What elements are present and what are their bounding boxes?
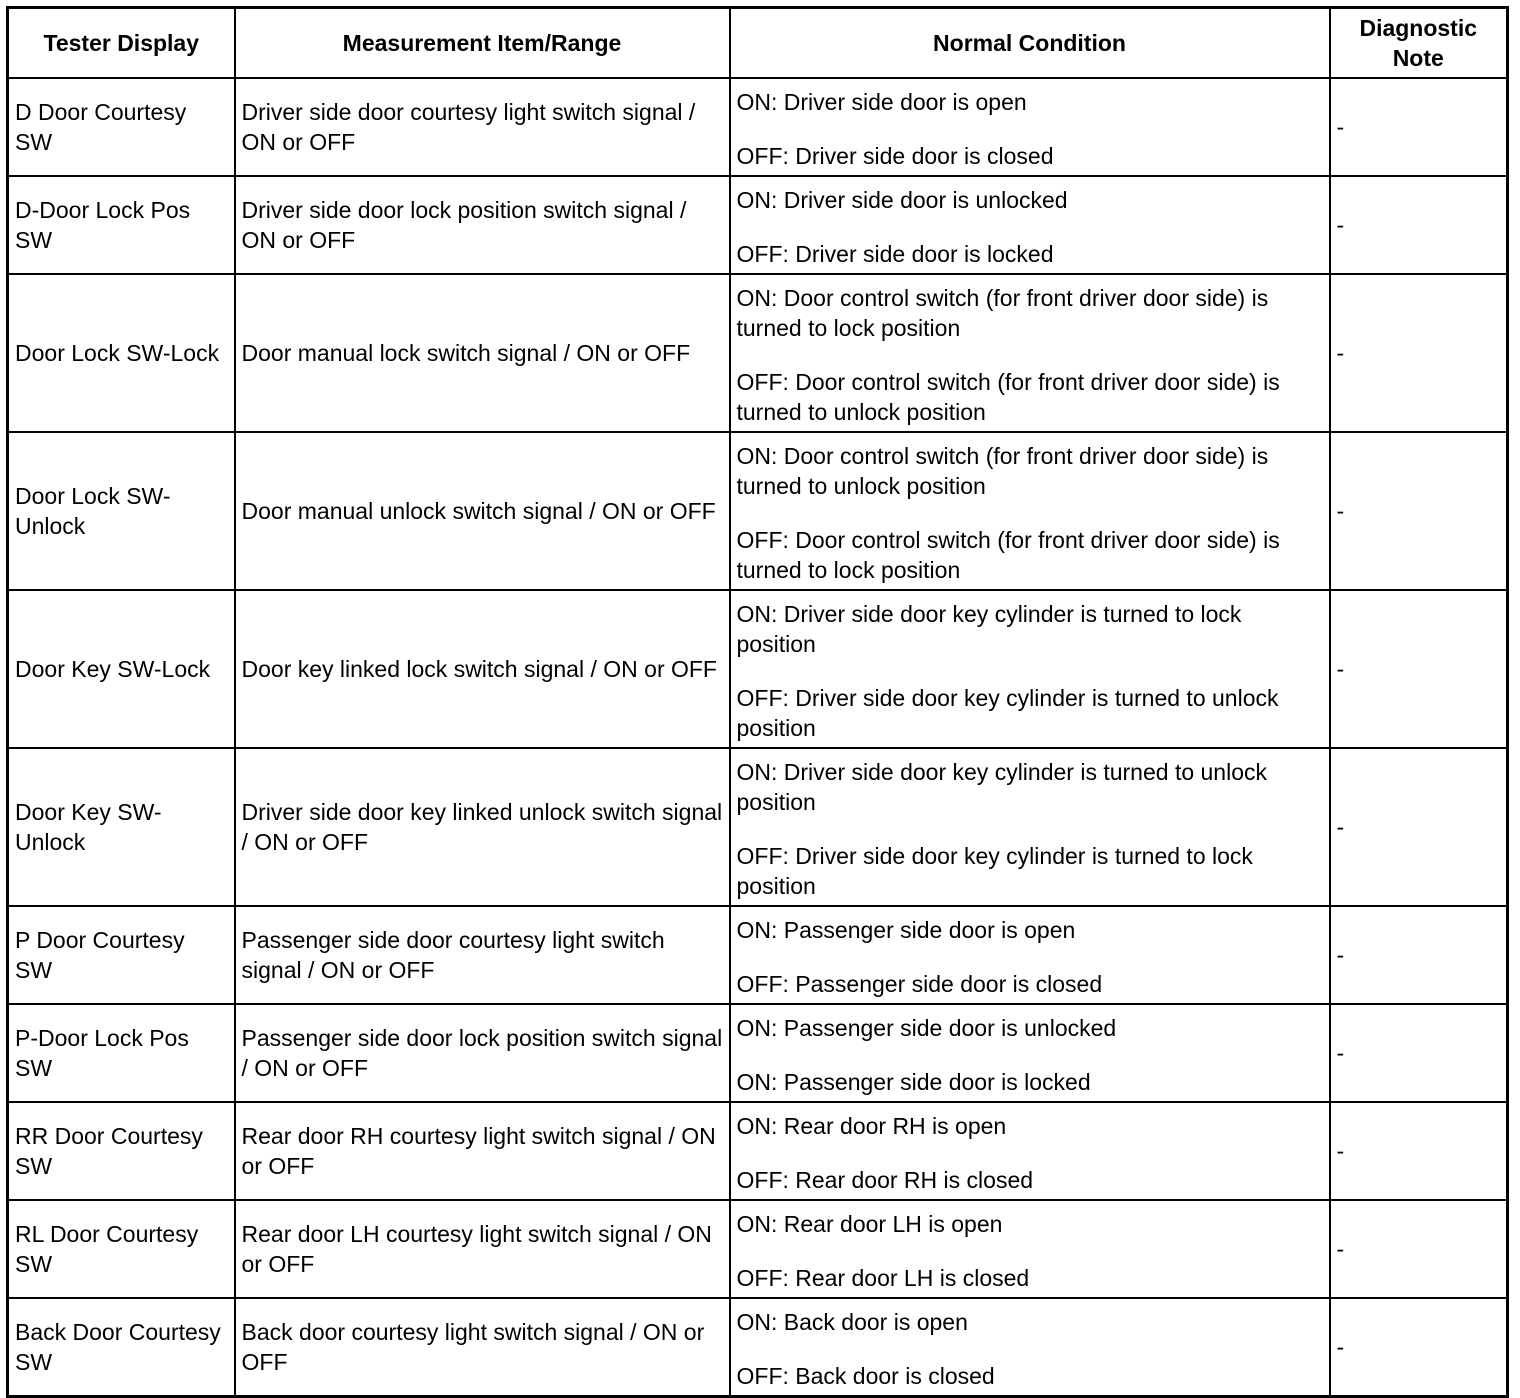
- diagnostic-note-cell: -: [1330, 274, 1508, 432]
- measurement-cell: Door key linked lock switch signal / ON or OFF: [235, 590, 730, 748]
- condition-off: ON: Passenger side door is locked: [736, 1069, 1091, 1095]
- condition-off: OFF: Driver side door key cylinder is turned to lock position: [736, 843, 1253, 899]
- measurement-cell: Rear door RH courtesy light switch signal / ON or OFF: [235, 1102, 730, 1200]
- condition-on: ON: Driver side door is unlocked: [736, 187, 1068, 213]
- condition-on: ON: Door control switch (for front driver door side) is turned to lock position: [736, 285, 1269, 341]
- measurement-cell: Back door courtesy light switch signal / ON or OFF: [235, 1298, 730, 1397]
- normal-condition-cell: [730, 78, 1330, 176]
- table-row: [8, 274, 1508, 432]
- diagnostic-note-cell: -: [1330, 748, 1508, 906]
- measurement-cell: Driver side door courtesy light switch signal / ON or OFF: [235, 78, 730, 176]
- condition-on: ON: Back door is open: [736, 1309, 968, 1335]
- table-row: [8, 590, 1508, 748]
- tester-display-cell: Door Key SW-Unlock: [8, 748, 235, 906]
- tester-display-cell: Back Door Courtesy SW: [8, 1298, 235, 1397]
- condition-on: ON: Driver side door is open: [736, 89, 1027, 115]
- condition-on: ON: Passenger side door is unlocked: [736, 1015, 1117, 1041]
- condition-on: ON: Rear door LH is open: [736, 1211, 1003, 1237]
- tester-display-cell: D Door Courtesy SW: [8, 78, 235, 176]
- diagnostic-note-cell: -: [1330, 1102, 1508, 1200]
- normal-condition-cell: [730, 748, 1330, 906]
- tester-display-cell: Door Key SW-Lock: [8, 590, 235, 748]
- condition-on: ON: Door control switch (for front driver door side) is turned to unlock position: [736, 443, 1269, 499]
- measurement-cell: Door manual lock switch signal / ON or OFF: [235, 274, 730, 432]
- measurement-cell: Rear door LH courtesy light switch signal / ON or OFF: [235, 1200, 730, 1298]
- condition-off: OFF: Door control switch (for front driver door side) is turned to unlock position: [736, 369, 1280, 425]
- normal-condition-cell: [730, 274, 1330, 432]
- table-row: [8, 748, 1508, 906]
- table-row: [8, 1298, 1508, 1397]
- table-row: [8, 906, 1508, 1004]
- tester-display-cell: D-Door Lock Pos SW: [8, 176, 235, 274]
- diagnostic-note-cell: -: [1330, 1298, 1508, 1397]
- condition-off: OFF: Rear door LH is closed: [736, 1265, 1030, 1291]
- table-row: [8, 1102, 1508, 1200]
- condition-on: ON: Passenger side door is open: [736, 917, 1076, 943]
- condition-off: OFF: Driver side door is closed: [736, 143, 1054, 169]
- normal-condition-cell: [730, 1004, 1330, 1102]
- normal-condition-cell: [730, 590, 1330, 748]
- header-normal-condition: Normal Condition: [730, 8, 1330, 79]
- measurement-cell: Passenger side door courtesy light switch signal / ON or OFF: [235, 906, 730, 1004]
- table-row: [8, 432, 1508, 590]
- condition-off: OFF: Door control switch (for front driver door side) is turned to lock position: [736, 527, 1280, 583]
- measurement-cell: Passenger side door lock position switch signal / ON or OFF: [235, 1004, 730, 1102]
- data-list-table: [6, 6, 1509, 1398]
- measurement-cell: Driver side door lock position switch signal / ON or OFF: [235, 176, 730, 274]
- table-row: [8, 176, 1508, 274]
- normal-condition-cell: [730, 1200, 1330, 1298]
- measurement-cell: Door manual unlock switch signal / ON or OFF: [235, 432, 730, 590]
- header-tester-display: Tester Display: [8, 8, 235, 79]
- condition-off: OFF: Driver side door key cylinder is turned to unlock position: [736, 685, 1279, 741]
- diagnostic-note-cell: -: [1330, 1200, 1508, 1298]
- diagnostic-note-cell: -: [1330, 906, 1508, 1004]
- normal-condition-cell: [730, 432, 1330, 590]
- tester-display-cell: Door Lock SW-Unlock: [8, 432, 235, 590]
- condition-off: OFF: Driver side door is locked: [736, 241, 1054, 267]
- condition-off: OFF: Rear door RH is closed: [736, 1167, 1034, 1193]
- header-measurement-item: Measurement Item/Range: [235, 8, 730, 79]
- condition-on: ON: Driver side door key cylinder is turned to lock position: [736, 601, 1242, 657]
- diagnostic-note-cell: -: [1330, 78, 1508, 176]
- condition-on: ON: Rear door RH is open: [736, 1113, 1007, 1139]
- condition-off: OFF: Passenger side door is closed: [736, 971, 1103, 997]
- condition-off: OFF: Back door is closed: [736, 1363, 995, 1389]
- diagnostic-note-cell: -: [1330, 590, 1508, 748]
- diagnostic-note-cell: -: [1330, 432, 1508, 590]
- tester-display-cell: Door Lock SW-Lock: [8, 274, 235, 432]
- normal-condition-cell: [730, 1298, 1330, 1397]
- tester-display-cell: P Door Courtesy SW: [8, 906, 235, 1004]
- header-diagnostic-note: Diagnostic Note: [1330, 8, 1508, 79]
- header-row: [8, 8, 1508, 79]
- table-row: [8, 1200, 1508, 1298]
- tester-display-cell: RL Door Courtesy SW: [8, 1200, 235, 1298]
- tester-display-cell: RR Door Courtesy SW: [8, 1102, 235, 1200]
- condition-on: ON: Driver side door key cylinder is turned to unlock position: [736, 759, 1267, 815]
- table-row: [8, 1004, 1508, 1102]
- table-row: [8, 78, 1508, 176]
- normal-condition-cell: [730, 176, 1330, 274]
- normal-condition-cell: [730, 1102, 1330, 1200]
- tester-display-cell: P-Door Lock Pos SW: [8, 1004, 235, 1102]
- normal-condition-cell: [730, 906, 1330, 1004]
- measurement-cell: Driver side door key linked unlock switch signal / ON or OFF: [235, 748, 730, 906]
- diagnostic-note-cell: -: [1330, 1004, 1508, 1102]
- diagnostic-note-cell: -: [1330, 176, 1508, 274]
